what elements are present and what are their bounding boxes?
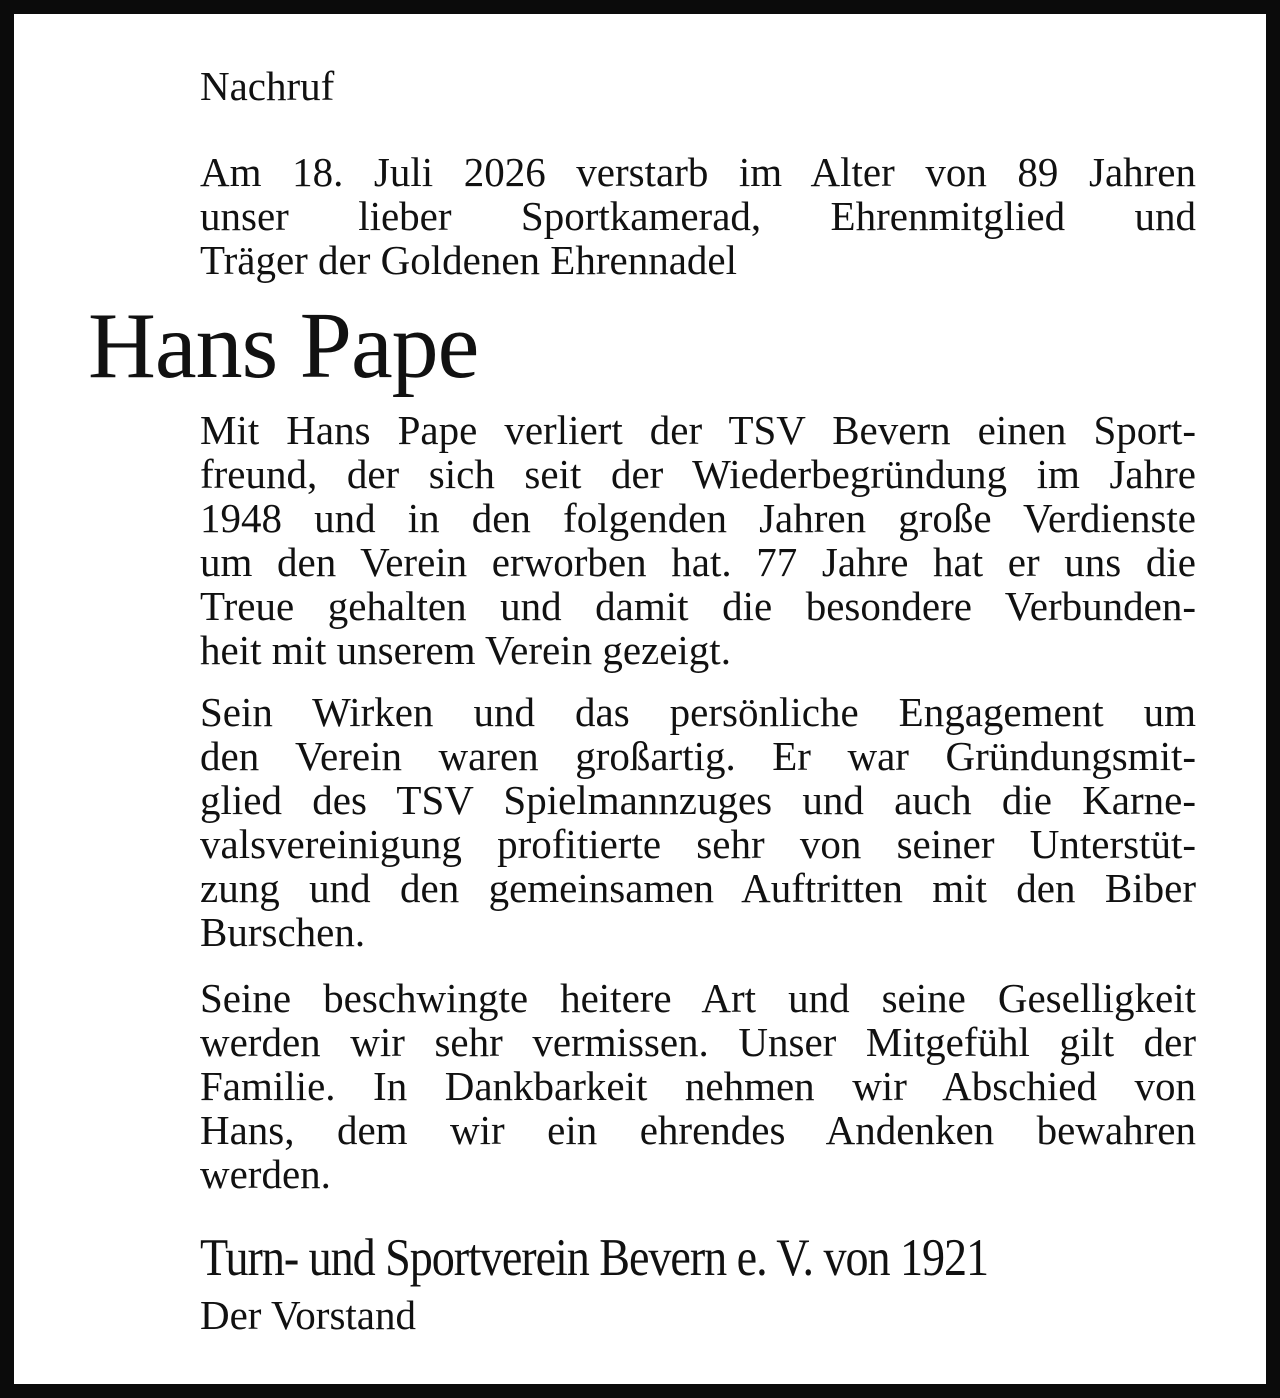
paragraph-line: freund, der sich seit der Wiederbegründung im Jahre [200, 451, 1196, 497]
notice-heading: Nachruf [200, 63, 335, 109]
paragraph-2 [200, 690, 1196, 954]
paragraph-line: um den Verein erworben hat. 77 Jahre hat er uns die [200, 539, 1196, 585]
paragraph-line: zung und den gemeinsamen Auftritten mit den Biber [200, 865, 1196, 911]
organization-name: Turn- und Sportverein Bevern e. V. von 1921 [200, 1229, 989, 1287]
paragraph-line: werden. [200, 1151, 331, 1197]
paragraph-line: glied des TSV Spielmannzuges und auch die Karne- [200, 777, 1196, 823]
paragraph-line: Sein Wirken und das persönliche Engagement um [200, 689, 1196, 735]
paragraph-line: Hans, dem wir ein ehrendes Andenken bewahren [200, 1107, 1196, 1153]
paragraph-line: den Verein waren großartig. Er war Gründungsmit- [200, 733, 1196, 779]
paragraph-line: Familie. In Dankbarkeit nehmen wir Abschied von [200, 1063, 1196, 1109]
paragraph-line: Mit Hans Pape verliert der TSV Bevern einen Sport- [200, 407, 1196, 453]
paragraph-line: valsvereinigung profitierte sehr von seiner Unterstüt- [200, 821, 1196, 867]
paragraph-line: Treue gehalten und damit die besondere Verbunden- [200, 583, 1196, 629]
paragraph-1 [200, 408, 1196, 672]
intro-text [200, 150, 1196, 282]
intro-line: Träger der Goldenen Ehrennadel [200, 237, 737, 283]
paragraph-line: 1948 und in den folgenden Jahren große Verdienste [200, 495, 1196, 541]
paragraph-line: heit mit unserem Verein gezeigt. [200, 627, 731, 673]
paragraph-line: Seine beschwingte heitere Art und seine Geselligkeit [200, 975, 1196, 1021]
paragraph-line: Burschen. [200, 909, 366, 955]
deceased-name: Hans Pape [88, 294, 479, 398]
paragraph-line: werden wir sehr vermissen. Unser Mitgefühl gilt der [200, 1019, 1196, 1065]
intro-line: Am 18. Juli 2026 verstarb im Alter von 89 Jahren [200, 149, 1196, 195]
intro-line: unser lieber Sportkamerad, Ehrenmitglied und [200, 193, 1196, 239]
paragraph-3 [200, 976, 1196, 1196]
signatory: Der Vorstand [200, 1292, 416, 1338]
